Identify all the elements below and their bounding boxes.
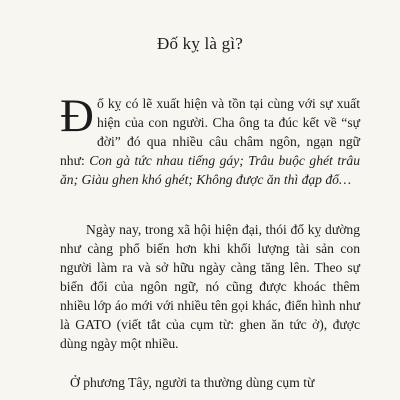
paragraph-1-proverbs: Con gà tức nhau tiếng gáy; Trâu buộc ghét trâu ăn; Giàu ghen khó ghét; Không được ăn thì đạp đổ… (60, 153, 360, 187)
paragraph-3: Ở phương Tây, người ta thường dùng cụm từ (70, 375, 315, 390)
paragraph-2: Ngày nay, trong xã hội hiện đại, thói đố kỵ dường như càng phổ biến hơn khi khối lượng tài sản con người làm ra và sở hữu ngày càng tăng lên. Theo sự biến đổi của ngôn ngữ, nó cũng được khoác thêm nhiều lớp áo mới với nhiều tên gọi khác, điển hình như là GATO (viết tắt của cụm từ: ghen ăn tức ở), được dùng ngày một nhiều. (60, 222, 360, 351)
drop-cap: Đ (60, 90, 94, 142)
paragraph-1-text: ố kỵ có lẽ xuất hiện và tồn tại cùng với sự xuất hiện của con người. Cha ông ta đúc kết về “sự đời” đó qua nhiều câu châm ngôn, ngạn ngữ như: (60, 96, 360, 168)
paragraph-1 (60, 90, 360, 189)
chapter-title: Đố kỵ là gì? (157, 34, 243, 53)
